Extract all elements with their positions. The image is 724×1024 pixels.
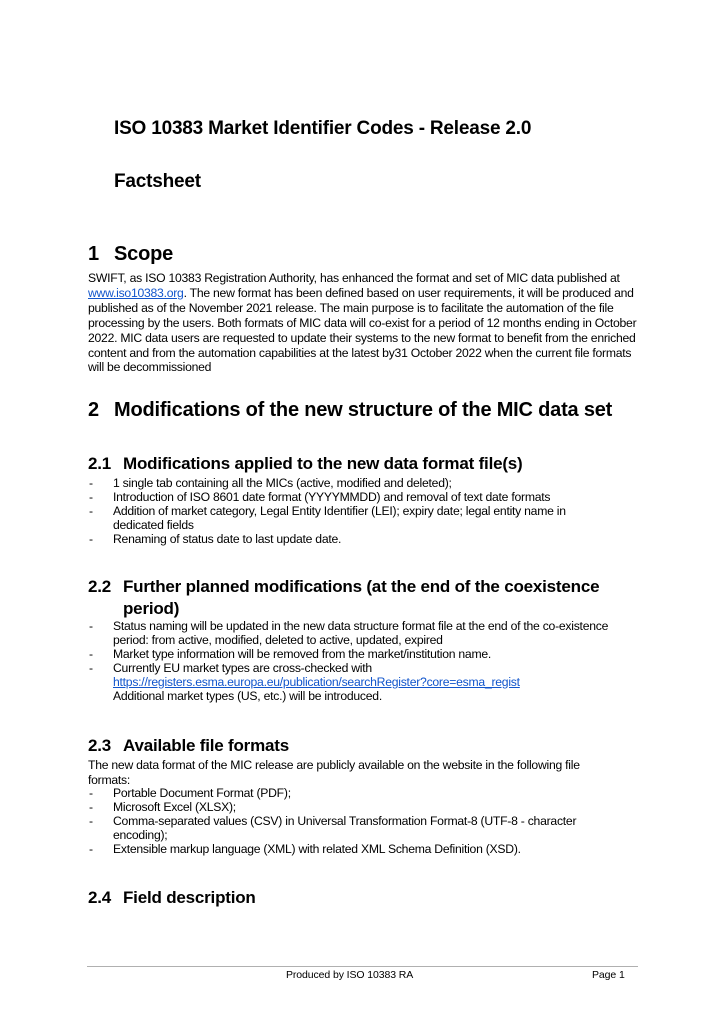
footer-produced-by: Produced by ISO 10383 RA: [286, 969, 414, 981]
subsection-number: 2.2: [88, 577, 112, 596]
footer-page-number: Page 1: [592, 969, 625, 981]
section-number: 2: [88, 399, 99, 421]
list-item: - 1 single tab containing all the MICs (active, modified and deleted);: [89, 476, 452, 490]
section-scope-heading: [88, 243, 173, 266]
subsection-2-2-heading: [88, 576, 648, 620]
list-item: - Renaming of status date to last update date.: [89, 531, 342, 546]
scope-text-end: . The new format has been defined based on user requirements, it will be produced and published as of the November 2021 release. The main purpose is to facilitate the automation of the file processing by the users. Both formats of MIC data will co-exist for a period of 12 months ending in October 2022. MIC data users are requested to update their systems to the new format to benefit from the enriched content and from the automation capabilities at the latest by31 October 2022 when the current file formats will be decommissioned: [88, 285, 637, 375]
list-item: - Comma-separated values (CSV) in Universal Transformation Format-8 (UTF-8 - character encoding);: [89, 813, 577, 842]
iso10383-link[interactable]: www.iso10383.org: [88, 285, 184, 300]
list-item: - Introduction of ISO 8601 date format (YYYYMMDD) and removal of text date formats: [89, 489, 551, 504]
subsection-2-4-heading: [88, 887, 256, 909]
section-modifications-heading: [88, 399, 612, 422]
subsection-title: Field description: [123, 888, 256, 907]
section-title: Modifications of the new structure of the MIC data set: [114, 399, 613, 421]
file-formats-intro: The new data format of the MIC release are publicly available on the website in the following file formats:: [88, 758, 580, 787]
document-title: ISO 10383 Market Identifier Codes - Release 2.0: [114, 118, 532, 139]
list-item: - Market type information will be removed from the market/institution name.: [89, 646, 492, 661]
subsection-2-1-heading: [88, 453, 523, 475]
subsection-number: 2.1: [88, 454, 112, 473]
scope-text-start: SWIFT, as ISO 10383 Registration Authority, has enhanced the format and set of MIC data published at: [88, 271, 620, 285]
list-item: - Currently EU market types are cross-checked with https://registers.esma.europa.eu/publication/searchRegister?core=esma_regist Additional market types (US, etc.) will be introduced.: [89, 660, 520, 703]
list-item: - Status naming will be updated in the new data structure format file at the end of the co-existence period: from active, modified, deleted to active, updated, expired: [89, 619, 609, 647]
subsection-number: 2.4: [88, 888, 112, 907]
subsection-title-line1: Further planned modifications (at the end of the coexistence: [123, 577, 600, 596]
section-number: 1: [88, 243, 99, 265]
file-formats-list: [88, 787, 613, 857]
subsection-title-line2: period): [123, 599, 180, 618]
subsection-title: Modifications applied to the new data format file(s): [123, 454, 523, 473]
planned-modifications-list: [88, 620, 643, 703]
esma-register-link[interactable]: https://registers.esma.europa.eu/publication/searchRegister?core=esma_regist: [113, 674, 520, 689]
modifications-applied-list: [88, 477, 608, 547]
subsection-number: 2.3: [88, 736, 112, 755]
list-item: - Microsoft Excel (XLSX);: [89, 799, 236, 814]
list-item: - Addition of market category, Legal Entity Identifier (LEI); expiry date; legal entity name in dedicated fields: [89, 503, 566, 532]
footer-divider: [87, 966, 638, 967]
document-subtitle: Factsheet: [114, 171, 201, 192]
subsection-title: Available file formats: [123, 736, 289, 755]
section-title: Scope: [114, 243, 174, 265]
subsection-2-3-heading: [88, 735, 289, 757]
scope-paragraph: [88, 271, 644, 375]
list-item: - Extensible markup language (XML) with related XML Schema Definition (XSD).: [89, 841, 521, 856]
list-item: - Portable Document Format (PDF);: [89, 786, 291, 800]
